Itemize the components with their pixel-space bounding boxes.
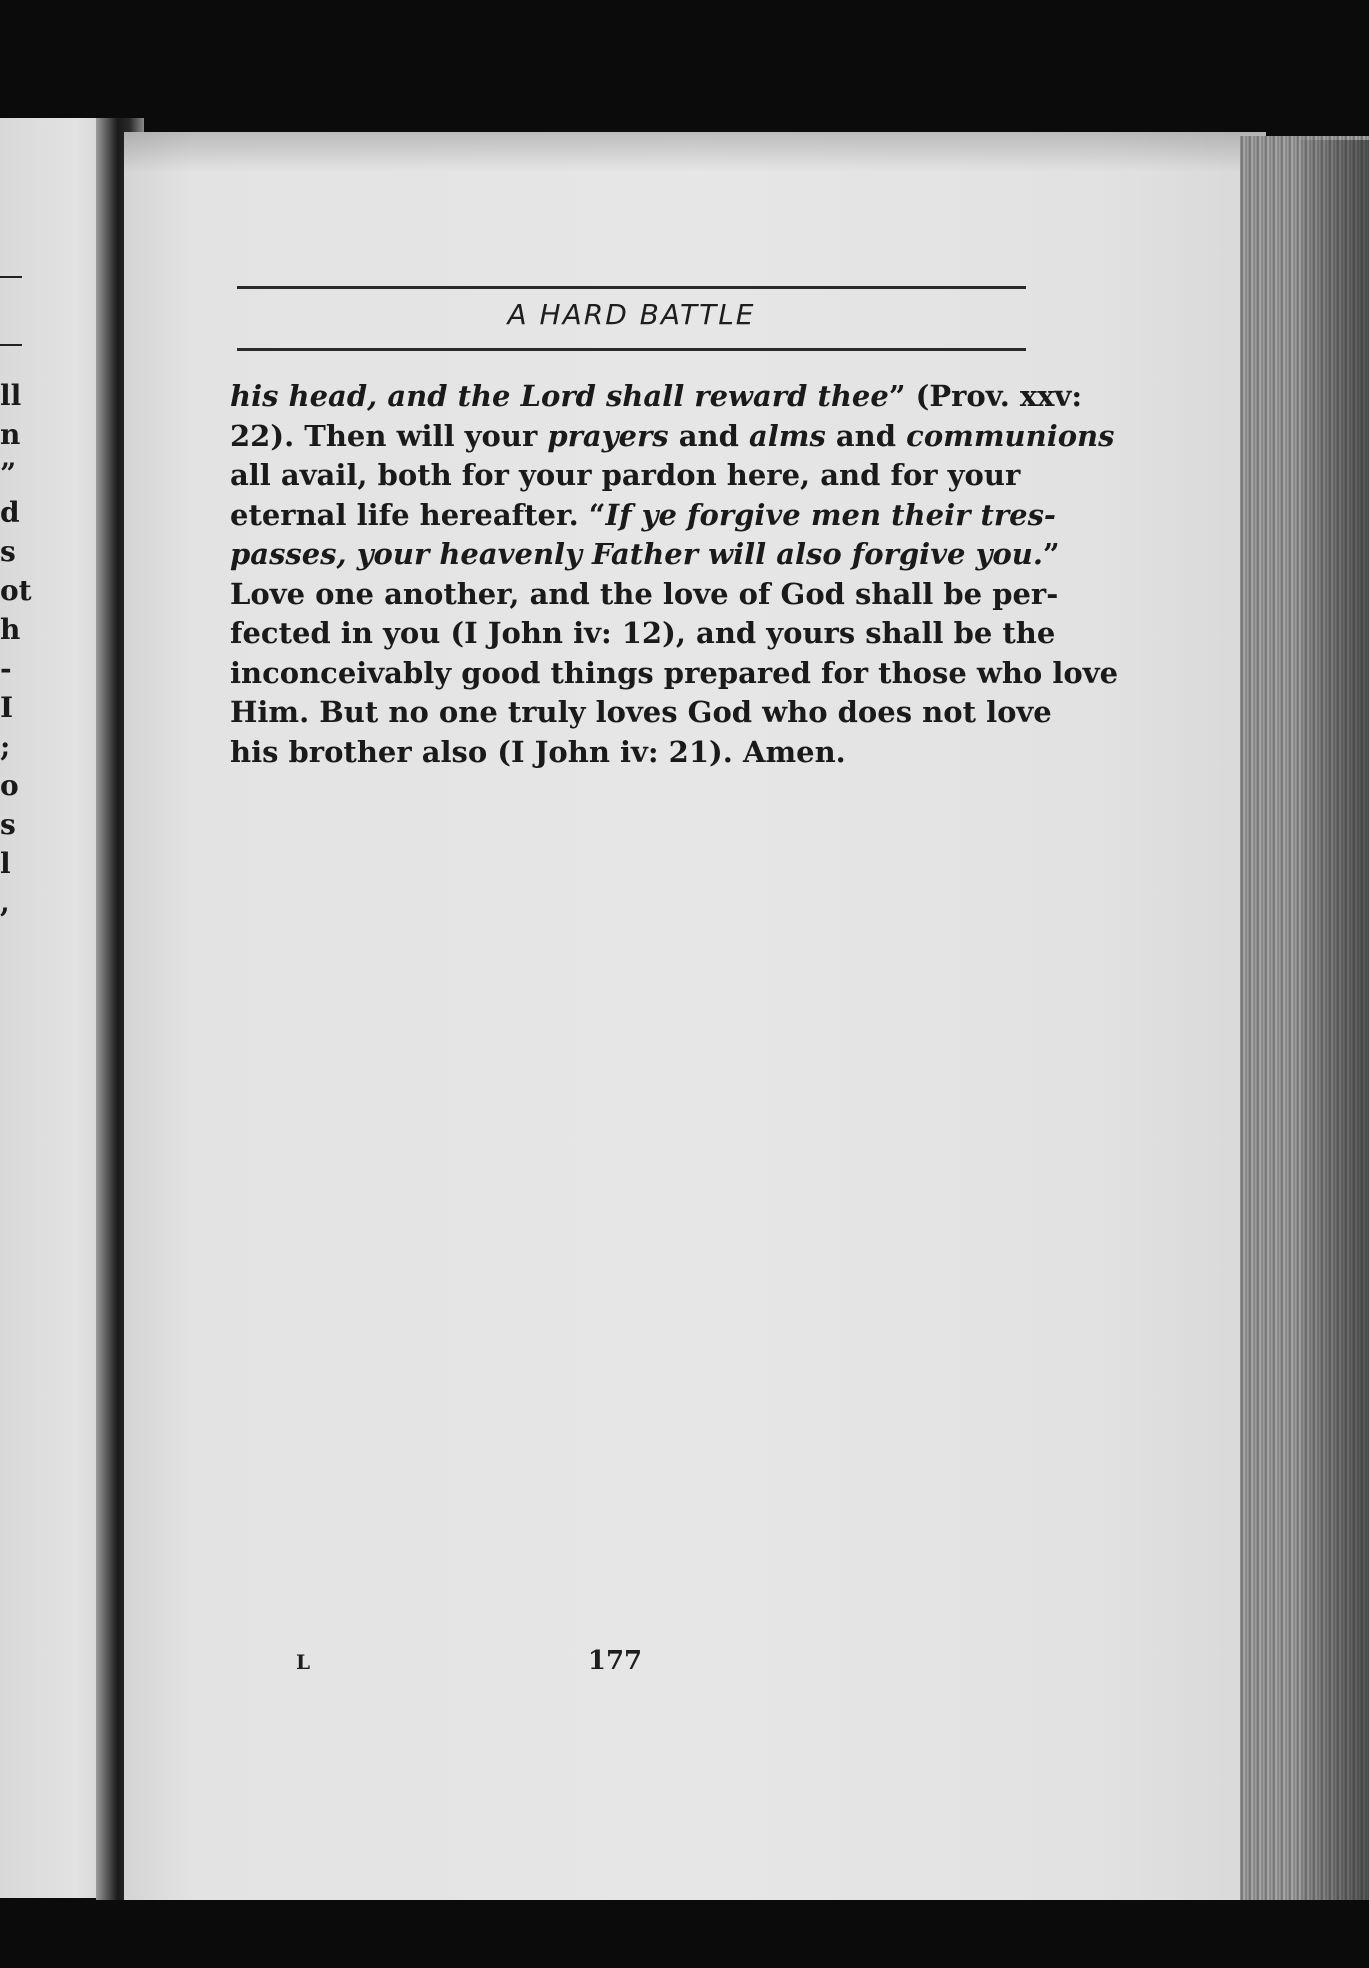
margin-char: l: [0, 847, 11, 880]
text-line: [230, 417, 1115, 457]
roman-run: inconceivably good things prepared for those who love: [230, 655, 1119, 690]
margin-char: ”: [0, 457, 17, 490]
margin-char: h: [0, 613, 21, 646]
text-line: [230, 535, 1060, 575]
roman-run: his brother also (I John iv: 21). Amen.: [230, 734, 846, 769]
italic-run: alms: [748, 418, 826, 453]
margin-char: -: [0, 652, 12, 685]
text-line: [230, 575, 1059, 615]
roman-run: 22). Then will your: [230, 418, 548, 453]
text-line: [230, 693, 1052, 733]
italic-run: communions: [906, 418, 1115, 453]
text-line: [230, 456, 1020, 496]
margin-char: ;: [0, 730, 11, 763]
body-text: [230, 377, 1119, 772]
running-head: A HARD BATTLE: [507, 298, 756, 331]
italic-run: prayers: [547, 418, 669, 453]
roman-run: Love one another, and the love of God shall be per-: [230, 576, 1059, 611]
previous-page-margin-text: [0, 376, 32, 922]
text-line: [230, 496, 1056, 536]
margin-char: s: [0, 808, 16, 841]
roman-run: all avail, both for your pardon here, and for your: [230, 458, 1021, 492]
text-line: [230, 654, 1119, 694]
italic-run: his head, and the Lord shall reward thee: [230, 379, 889, 413]
italic-run: passes, your heavenly Father will also forgive you.: [230, 537, 1043, 571]
roman-run: and: [668, 418, 749, 453]
italic-run: If ye forgive men their tres-: [605, 497, 1056, 532]
running-head-rule-bottom: [237, 348, 1026, 351]
text-line: [230, 377, 1083, 417]
page-number: 177: [587, 1646, 643, 1676]
margin-char: I: [0, 691, 14, 724]
roman-run: fected in you (I John iv: 12), and yours shall be the: [230, 616, 1056, 650]
page-top-shadow: [124, 132, 1266, 172]
text-line: [230, 614, 1056, 654]
scan-bottom-background: [0, 1900, 1369, 1968]
margin-char: d: [0, 496, 20, 529]
margin-char: o: [0, 769, 19, 802]
running-head-rule-top: [237, 286, 1026, 289]
previous-page-head-rule-bottom: [0, 344, 22, 346]
margin-char: ll: [0, 379, 22, 412]
margin-char: n: [0, 418, 21, 451]
margin-char: ot: [0, 574, 32, 607]
roman-run: and: [825, 418, 907, 453]
margin-char: s: [0, 535, 16, 568]
roman-run: ”: [1042, 537, 1060, 571]
roman-run: Him. But no one truly loves God who does not love: [230, 695, 1052, 729]
signature-mark: L: [296, 1650, 311, 1674]
roman-run: eternal life hereafter. “: [230, 497, 606, 532]
text-line: [230, 733, 1020, 773]
margin-char: ,: [0, 886, 10, 919]
page-block-shadow: [1300, 140, 1369, 1920]
previous-page-head-rule-top: [0, 276, 22, 278]
roman-run: ” (Prov. xxv:: [888, 379, 1083, 413]
